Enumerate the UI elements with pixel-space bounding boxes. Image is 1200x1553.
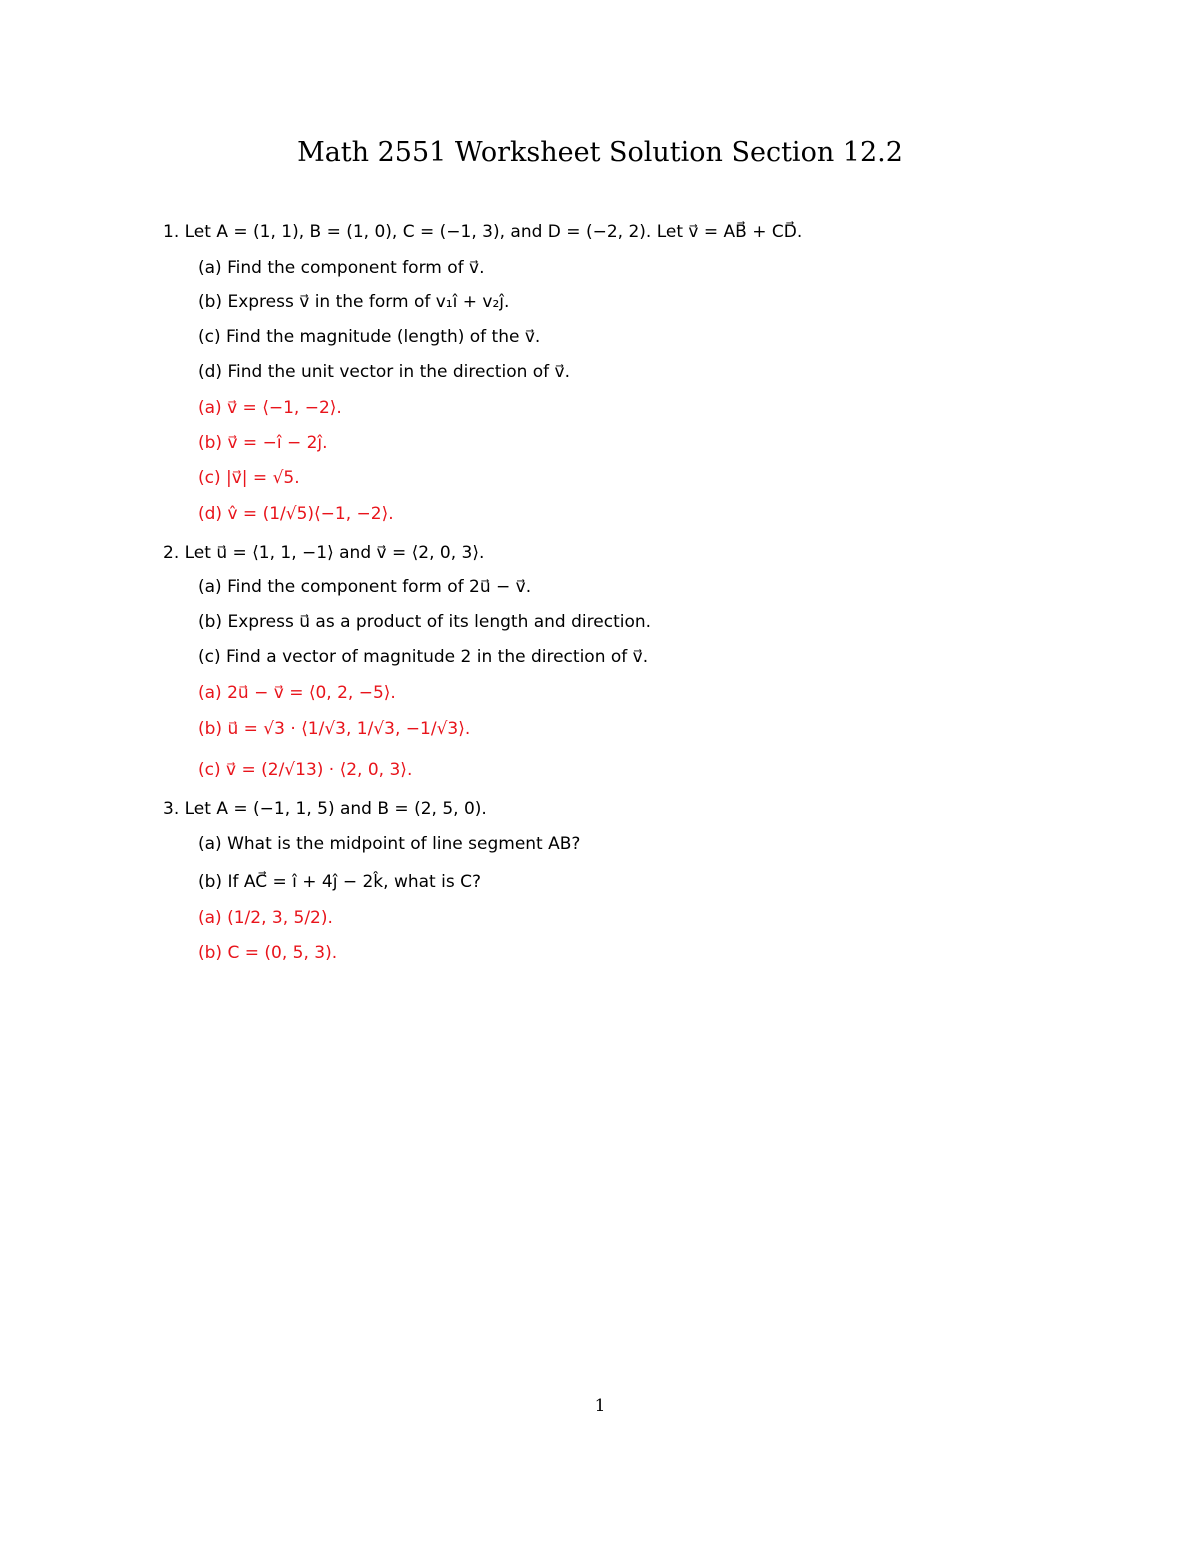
- page-number: 1: [594, 1396, 606, 1416]
- problem-2-answer-b: (b) u⃗ = √3 · ⟨1/√3, 1/√3, −1/√3⟩.: [198, 719, 471, 739]
- problem-1-answer-a: (a) v⃗ = ⟨−1, −2⟩.: [198, 398, 342, 418]
- problem-1-part-d: (d) Find the unit vector in the direction of v⃗.: [198, 362, 571, 382]
- problem-2-answer-a: (a) 2u⃗ − v⃗ = ⟨0, 2, −5⟩.: [198, 683, 396, 703]
- problem-2-part-c: (c) Find a vector of magnitude 2 in the direction of v⃗.: [198, 647, 649, 667]
- problem-2-statement: 2. Let u⃗ = ⟨1, 1, −1⟩ and v⃗ = ⟨2, 0, 3⟩.: [163, 543, 485, 563]
- problem-2-part-b: (b) Express u⃗ as a product of its length and direction.: [198, 612, 652, 632]
- problem-1-answer-b: (b) v⃗ = −î − 2ĵ.: [198, 433, 328, 453]
- problem-1-part-b: (b) Express v⃗ in the form of v₁î + v₂ĵ.: [198, 292, 510, 312]
- problem-3-statement: 3. Let A = (−1, 1, 5) and B = (2, 5, 0).: [163, 799, 487, 819]
- problem-1-part-c: (c) Find the magnitude (length) of the v⃗.: [198, 327, 541, 347]
- problem-3-part-b: (b) If AC⃗ = î + 4ĵ − 2k̂, what is C?: [198, 872, 481, 892]
- problem-1-part-a: (a) Find the component form of v⃗.: [198, 258, 485, 278]
- problem-2-part-a: (a) Find the component form of 2u⃗ − v⃗.: [198, 577, 532, 597]
- problem-1-answer-c: (c) |v⃗| = √5.: [198, 468, 300, 488]
- page-title: Math 2551 Worksheet Solution Section 12.2: [297, 137, 903, 168]
- problem-3-part-a: (a) What is the midpoint of line segment AB?: [198, 834, 581, 854]
- problem-2-answer-c: (c) v⃗ = (2/√13) · ⟨2, 0, 3⟩.: [198, 760, 413, 780]
- problem-1-statement: 1. Let A = (1, 1), B = (1, 0), C = (−1, 3), and D = (−2, 2). Let v⃗ = AB⃗ + CD⃗.: [163, 222, 803, 242]
- problem-1-answer-d: (d) v̂ = (1/√5)⟨−1, −2⟩.: [198, 504, 394, 524]
- problem-3-answer-b: (b) C = (0, 5, 3).: [198, 943, 338, 963]
- problem-3-answer-a: (a) (1/2, 3, 5/2).: [198, 908, 333, 928]
